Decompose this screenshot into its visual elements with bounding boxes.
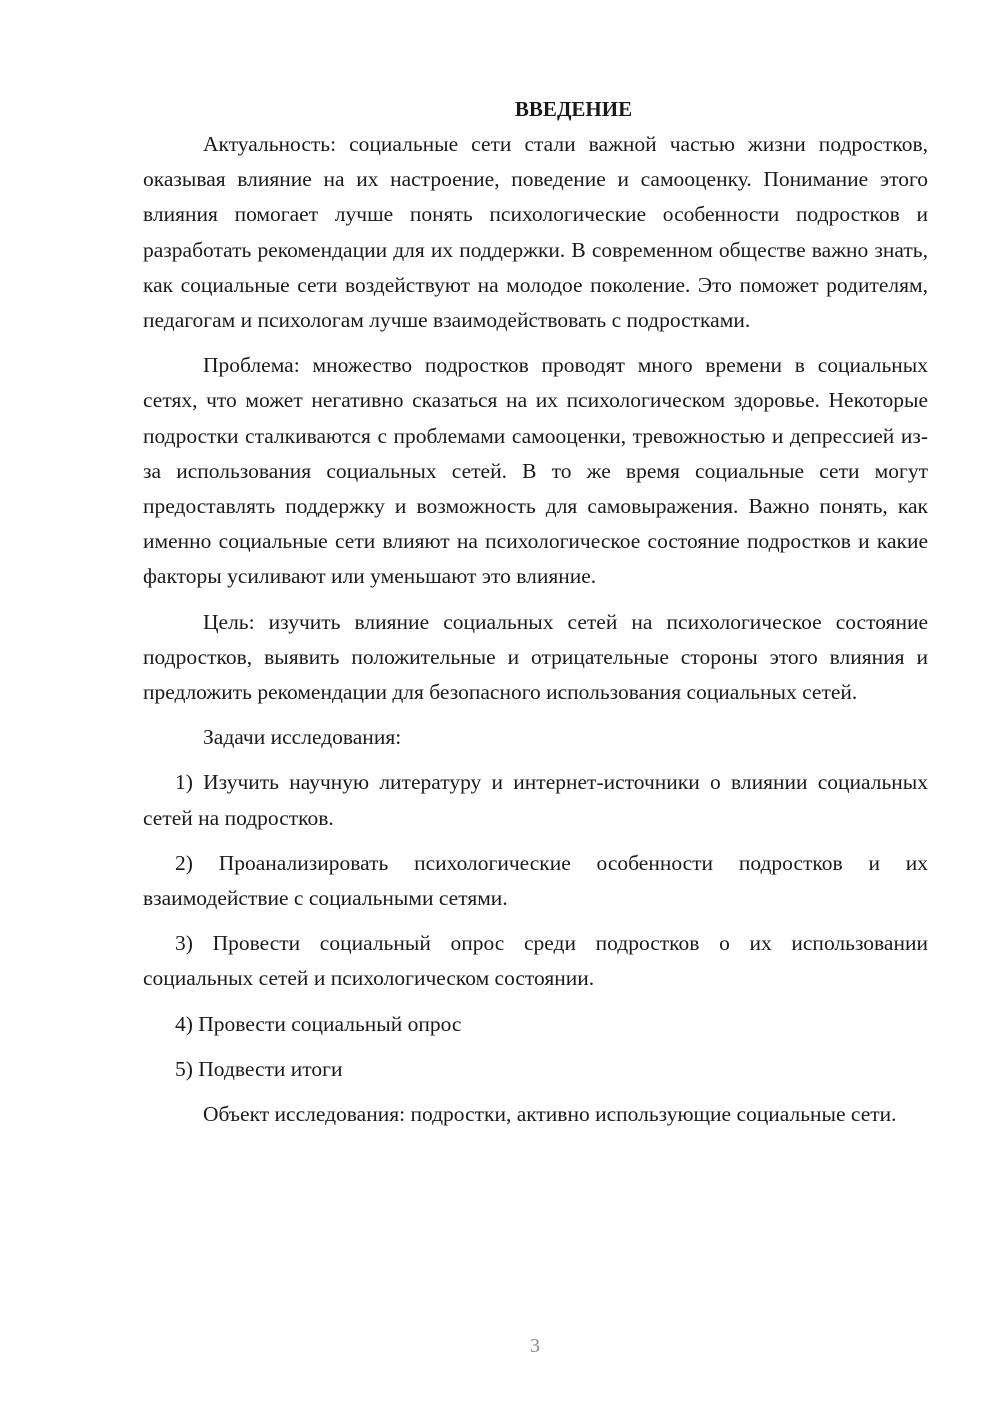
task-item-2: 2) Проанализировать психологические особенности подростков и их взаимодействие с социальными сетями. bbox=[143, 850, 928, 911]
task-item-5: 5) Подвести итоги bbox=[175, 1056, 343, 1081]
page-number: 3 bbox=[530, 1335, 540, 1357]
task-item-4: 4) Провести социальный опрос bbox=[175, 1011, 462, 1036]
document-page bbox=[143, 92, 928, 1142]
problem-paragraph: Проблема: множество подростков проводят много времени в социальных сетях, что может негативно сказаться на их психологическом здоровье. Некоторые подростки сталкиваются с проблемами самооценки, тревожностью и депрессией из-за использования социальных сетей. В то же время социальные сети могут предоставлять поддержку и возможность для самовыражения. Важно понять, как именно социальные сети влияют на психологическое состояние подростков и какие факторы усиливают или уменьшают это влияние. bbox=[143, 353, 928, 589]
goal-paragraph: Цель: изучить влияние социальных сетей на психологическое состояние подростков, выявить положительные и отрицательные стороны этого влияния и предложить рекомендации для безопасного использования социальных сетей. bbox=[143, 609, 928, 705]
tasks-title: Задачи исследования: bbox=[203, 725, 402, 750]
task-item-1: 1) Изучить научную литературу и интернет-источники о влиянии социальных сетей на подростков. bbox=[143, 770, 928, 830]
task-item-3: 3) Провести социальный опрос среди подростков о их использовании социальных сетей и психологическом состоянии. bbox=[143, 931, 928, 991]
section-heading: ВВЕДЕНИЕ bbox=[514, 97, 633, 121]
object-paragraph: Объект исследования: подростки, активно использующие социальные сети. bbox=[203, 1102, 897, 1127]
relevance-paragraph: Актуальность: социальные сети стали важной частью жизни подростков, оказывая влияние на их настроение, поведение и самооценку. Понимание этого влияния помогает лучше понять психологические особенности подростков и разработать рекомендации для их поддержки. В современном обществе важно знать, как социальные сети воздействуют на молодое поколение. Это поможет родителям, педагогам и психологам лучше взаимодействовать с подростками. bbox=[143, 132, 928, 333]
